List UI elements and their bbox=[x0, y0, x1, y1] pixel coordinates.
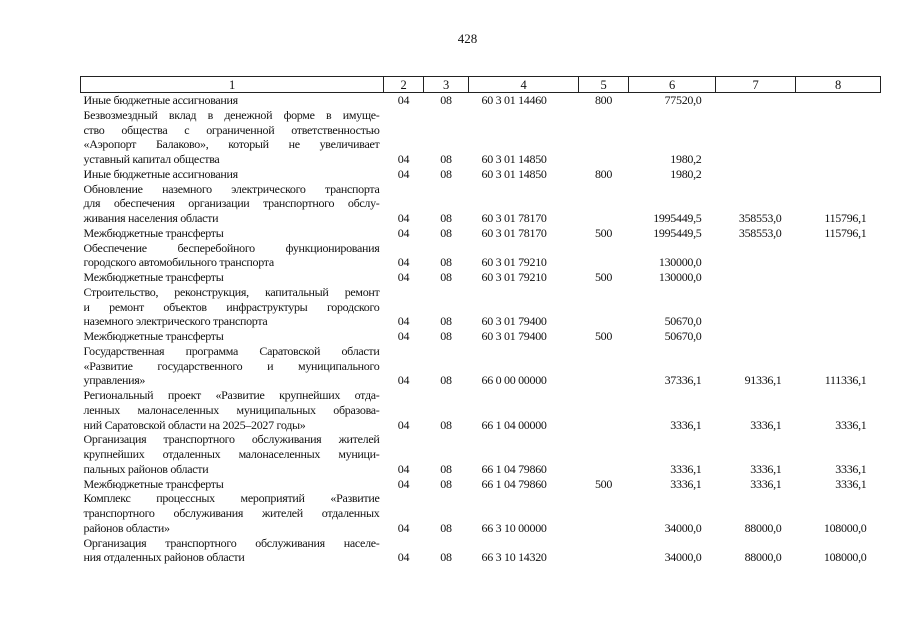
header-row bbox=[81, 77, 881, 93]
cell-c8: 115796,1 bbox=[824, 225, 867, 240]
cell-c8: 115796,1 bbox=[824, 211, 867, 225]
cell-c8: 3336,1 bbox=[835, 461, 867, 476]
description-line: «Аэропорт Балаково», который не увеличивает bbox=[83, 137, 380, 152]
cell-c4: 66 1 04 79860 bbox=[481, 476, 547, 491]
cell-c4: 66 1 04 00000 bbox=[481, 417, 547, 432]
cell-c6: 3336,1 bbox=[670, 476, 702, 491]
table-row bbox=[81, 167, 881, 182]
cell-c4: 66 3 10 00000 bbox=[481, 520, 547, 535]
cell-c2: 04 bbox=[397, 476, 410, 491]
cell-c2: 04 bbox=[397, 520, 410, 535]
cell-c4: 66 0 00 00000 bbox=[481, 373, 547, 388]
column-header-1: 1 bbox=[81, 77, 384, 93]
cell-c3: 08 bbox=[440, 329, 452, 343]
cell-c2: 04 bbox=[397, 270, 410, 284]
table-row bbox=[81, 285, 881, 329]
cell-c4: 60 3 01 78170 bbox=[481, 225, 547, 240]
cell-c2: 04 bbox=[397, 166, 410, 181]
table-row bbox=[81, 388, 881, 432]
cell-c7: 91336,1 bbox=[744, 373, 782, 388]
cell-c7 bbox=[716, 167, 796, 182]
row-description bbox=[81, 432, 384, 476]
description-line: Обновление наземного электрического транспорта bbox=[83, 181, 380, 196]
row-description bbox=[81, 108, 384, 167]
budget-table bbox=[80, 76, 881, 565]
cell-c2: 04 bbox=[397, 211, 410, 225]
cell-c3: 08 bbox=[440, 314, 452, 329]
cell-c8: 108000,0 bbox=[823, 550, 867, 565]
description-line: городского автомобильного транспорта bbox=[83, 255, 274, 270]
cell-c7: 88000,0 bbox=[744, 550, 782, 565]
cell-c6: 1995449,5 bbox=[653, 225, 702, 240]
cell-c7: 3336,1 bbox=[750, 461, 782, 476]
description-line: «Развитие государственного и муниципального bbox=[83, 358, 380, 373]
cell-c4: 66 1 04 79860 bbox=[481, 461, 547, 476]
table-row bbox=[81, 241, 881, 271]
description-line: районов области» bbox=[83, 520, 170, 535]
cell-c6: 130000,0 bbox=[658, 255, 702, 270]
column-header-5: 5 bbox=[579, 77, 629, 93]
row-description bbox=[81, 477, 384, 492]
cell-c2: 04 bbox=[397, 417, 410, 432]
cell-c3: 08 bbox=[440, 211, 452, 225]
description-line: наземного электрического транспорта bbox=[83, 314, 268, 329]
cell-c5 bbox=[579, 536, 629, 566]
description-line: ленных малонаселенных муниципальных образова- bbox=[83, 402, 380, 417]
cell-c6: 1980,2 bbox=[670, 166, 702, 181]
cell-c5 bbox=[579, 241, 629, 271]
table-row bbox=[81, 270, 881, 285]
cell-c7: 358553,0 bbox=[738, 225, 782, 240]
cell-c6: 34000,0 bbox=[664, 550, 702, 565]
cell-c2: 04 bbox=[397, 314, 410, 329]
cell-c2: 04 bbox=[397, 225, 410, 240]
cell-c7 bbox=[716, 93, 796, 108]
column-header-3: 3 bbox=[424, 77, 469, 93]
cell-c4: 60 3 01 78170 bbox=[481, 211, 547, 225]
cell-c3: 08 bbox=[440, 476, 452, 491]
cell-c8 bbox=[796, 285, 881, 329]
cell-c2: 04 bbox=[397, 93, 410, 107]
cell-c7: 3336,1 bbox=[750, 417, 782, 432]
description-line: Межбюджетные трансферты bbox=[83, 225, 224, 240]
cell-c8 bbox=[796, 167, 881, 182]
cell-c5: 800 bbox=[594, 166, 613, 181]
table-row bbox=[81, 93, 881, 108]
description-line: Межбюджетные трансферты bbox=[83, 270, 224, 284]
cell-c4: 60 3 01 14850 bbox=[481, 152, 547, 166]
cell-c8: 111336,1 bbox=[824, 373, 867, 388]
table-row bbox=[81, 226, 881, 241]
cell-c7 bbox=[716, 285, 796, 329]
description-line: живания населения области bbox=[83, 211, 219, 225]
cell-c5 bbox=[579, 108, 629, 167]
description-line: ния отдаленных районов области bbox=[83, 550, 245, 565]
cell-c8 bbox=[796, 270, 881, 285]
cell-c6: 50670,0 bbox=[664, 314, 702, 329]
cell-c3: 08 bbox=[440, 520, 452, 535]
cell-c3: 08 bbox=[440, 461, 452, 476]
row-description bbox=[81, 491, 384, 535]
cell-c3: 08 bbox=[440, 270, 452, 284]
table-row bbox=[81, 329, 881, 344]
description-line: транспортного обслуживания жителей отдаленных bbox=[83, 506, 380, 520]
cell-c6: 34000,0 bbox=[664, 520, 702, 535]
description-line: для обеспечения организации транспортного обслу- bbox=[83, 196, 380, 211]
cell-c5: 500 bbox=[594, 329, 613, 343]
cell-c4: 66 3 10 14320 bbox=[481, 550, 547, 565]
cell-c3: 08 bbox=[440, 550, 452, 565]
cell-c4: 60 3 01 79400 bbox=[481, 329, 547, 343]
description-line: управления» bbox=[83, 373, 146, 388]
cell-c8: 108000,0 bbox=[823, 520, 867, 535]
cell-c5 bbox=[579, 491, 629, 535]
cell-c8: 3336,1 bbox=[835, 476, 867, 491]
description-line: Комплекс процессных мероприятий «Развитие bbox=[83, 491, 380, 506]
table-row bbox=[81, 536, 881, 566]
description-line: Организация транспортного обслуживания жителей bbox=[83, 432, 380, 447]
row-description bbox=[81, 388, 384, 432]
table-row bbox=[81, 491, 881, 535]
cell-c7 bbox=[716, 329, 796, 344]
cell-c8 bbox=[796, 108, 881, 167]
cell-c5 bbox=[579, 182, 629, 226]
cell-c5: 500 bbox=[594, 225, 613, 240]
cell-c3: 08 bbox=[440, 373, 452, 388]
cell-c6: 130000,0 bbox=[658, 270, 702, 284]
column-header-4: 4 bbox=[469, 77, 579, 93]
description-line: Иные бюджетные ассигнования bbox=[83, 93, 238, 107]
table-row bbox=[81, 182, 881, 226]
cell-c7: 358553,0 bbox=[738, 211, 782, 225]
cell-c2: 04 bbox=[397, 152, 410, 166]
cell-c2: 04 bbox=[397, 550, 410, 565]
row-description bbox=[81, 285, 384, 329]
row-description bbox=[81, 93, 384, 108]
cell-c5 bbox=[579, 388, 629, 432]
row-description bbox=[81, 182, 384, 226]
description-line: и ремонт объектов инфраструктуры городского bbox=[83, 299, 380, 314]
description-line: Межбюджетные трансферты bbox=[83, 476, 224, 491]
cell-c5 bbox=[579, 344, 629, 388]
cell-c3: 08 bbox=[440, 93, 452, 107]
page-number: 428 bbox=[457, 31, 478, 46]
cell-c6: 37336,1 bbox=[664, 373, 702, 388]
cell-c7: 3336,1 bbox=[750, 476, 782, 491]
row-description bbox=[81, 536, 384, 566]
table-row bbox=[81, 432, 881, 476]
cell-c3: 08 bbox=[440, 417, 452, 432]
description-line: ство общества с ограниченной ответственностью bbox=[83, 122, 380, 137]
column-header-2: 2 bbox=[384, 77, 424, 93]
cell-c4: 60 3 01 79210 bbox=[481, 270, 547, 284]
column-header-7: 7 bbox=[716, 77, 796, 93]
table-row bbox=[81, 477, 881, 492]
cell-c2: 04 bbox=[397, 373, 410, 388]
cell-c5: 500 bbox=[594, 270, 613, 284]
cell-c5: 500 bbox=[594, 476, 613, 491]
cell-c3: 08 bbox=[440, 225, 452, 240]
description-line: пальных районов области bbox=[83, 461, 209, 476]
row-description bbox=[81, 329, 384, 344]
cell-c6: 3336,1 bbox=[670, 461, 702, 476]
cell-c8: 3336,1 bbox=[835, 417, 867, 432]
description-line: Государственная программа Саратовской области bbox=[83, 343, 380, 358]
column-header-6: 6 bbox=[629, 77, 716, 93]
row-description bbox=[81, 270, 384, 285]
cell-c2: 04 bbox=[397, 329, 410, 343]
description-line: Иные бюджетные ассигнования bbox=[83, 166, 238, 181]
description-line: ний Саратовской области на 2025–2027 годы» bbox=[83, 417, 306, 432]
cell-c2: 04 bbox=[397, 255, 410, 270]
cell-c4: 60 3 01 14850 bbox=[481, 166, 547, 181]
description-line: Межбюджетные трансферты bbox=[83, 329, 224, 343]
description-line: Организация транспортного обслуживания населе- bbox=[83, 535, 380, 550]
description-line: уставный капитал общества bbox=[83, 152, 220, 166]
column-header-8: 8 bbox=[796, 77, 881, 93]
table-row bbox=[81, 344, 881, 388]
cell-c4: 60 3 01 79400 bbox=[481, 314, 547, 329]
description-line: крупнейших отдаленных малонаселенных муници- bbox=[83, 447, 380, 461]
cell-c3: 08 bbox=[440, 166, 452, 181]
cell-c3: 08 bbox=[440, 255, 452, 270]
cell-c7 bbox=[716, 270, 796, 285]
description-line: Безвозмездный вклад в денежной форме в имуще- bbox=[83, 107, 380, 122]
row-description bbox=[81, 226, 384, 241]
cell-c5 bbox=[579, 432, 629, 476]
row-description bbox=[81, 344, 384, 388]
cell-c2: 04 bbox=[397, 461, 410, 476]
description-line: Обеспечение бесперебойного функционирования bbox=[83, 240, 380, 255]
cell-c6: 77520,0 bbox=[664, 93, 702, 107]
table-row bbox=[81, 108, 881, 167]
cell-c6: 50670,0 bbox=[664, 329, 702, 343]
cell-c6: 1980,2 bbox=[670, 152, 702, 166]
cell-c8 bbox=[796, 93, 881, 108]
cell-c3: 08 bbox=[440, 152, 452, 166]
cell-c5 bbox=[579, 285, 629, 329]
row-description bbox=[81, 167, 384, 182]
cell-c8 bbox=[796, 329, 881, 344]
cell-c6: 1995449,5 bbox=[653, 211, 702, 225]
cell-c5: 800 bbox=[594, 93, 613, 107]
cell-c8 bbox=[796, 241, 881, 271]
cell-c7: 88000,0 bbox=[744, 520, 782, 535]
cell-c6: 3336,1 bbox=[670, 417, 702, 432]
cell-c4: 60 3 01 14460 bbox=[481, 93, 547, 107]
description-line: Строительство, реконструкция, капитальный ремонт bbox=[83, 284, 380, 299]
cell-c7 bbox=[716, 108, 796, 167]
row-description bbox=[81, 241, 384, 271]
cell-c4: 60 3 01 79210 bbox=[481, 255, 547, 270]
description-line: Региональный проект «Развитие крупнейших отда- bbox=[83, 388, 380, 402]
cell-c7 bbox=[716, 241, 796, 271]
